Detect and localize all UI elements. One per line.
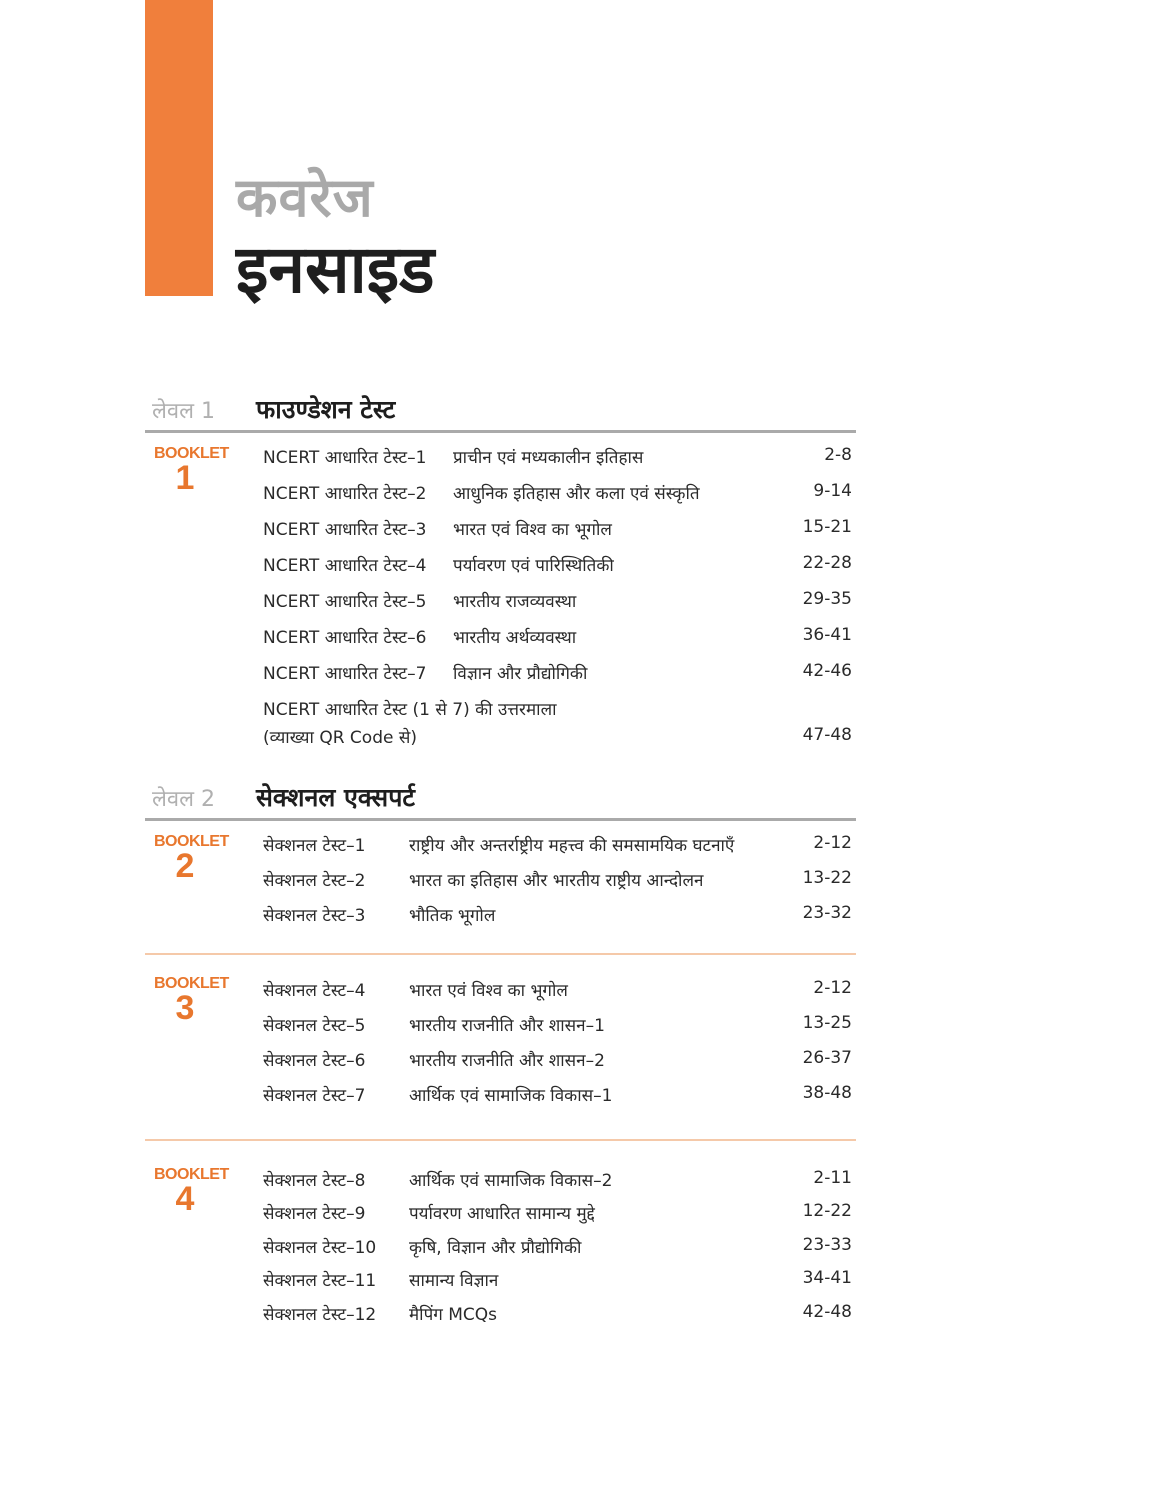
test-name: सेक्शनल टेस्ट–4 [263,981,366,1001]
test-name: NCERT आधारित टेस्ट–1 [263,448,427,468]
page-range: 47-48 [802,725,852,745]
page-range: 26-37 [802,1048,852,1068]
test-name: सेक्शनल टेस्ट–12 [263,1305,377,1325]
page-title-sub: कवरेज [236,166,374,229]
booklet-word: BOOKLET [154,975,229,992]
test-name: सेक्शनल टेस्ट–11 [263,1271,377,1291]
level-2-divider [145,818,856,821]
page-title: इनसाइड [236,231,435,308]
page-range: 34-41 [802,1268,852,1288]
topic: आधुनिक इतिहास और कला एवं संस्कृति [453,484,700,504]
booklet-number: 2 [175,847,195,885]
topic: भौतिक भूगोल [409,906,496,926]
answer-key-title: NCERT आधारित टेस्ट (1 से 7) की उत्तरमाला [263,700,557,720]
level-tag: लेवल 1 [152,399,216,424]
page-range: 29-35 [802,589,852,609]
page-range: 9-14 [813,481,852,501]
toc-row[interactable] [263,661,856,691]
page-range: 2-8 [824,445,852,465]
toc-row[interactable] [263,903,856,933]
page-range: 15-21 [802,517,852,537]
toc-row[interactable] [263,625,856,655]
toc-row[interactable] [263,445,856,475]
test-name: सेक्शनल टेस्ट–5 [263,1016,366,1036]
toc-row[interactable] [263,1268,856,1298]
booklet-number: 4 [175,1180,195,1218]
topic: आर्थिक एवं सामाजिक विकास–2 [409,1171,613,1191]
topic: भारत का इतिहास और भारतीय राष्ट्रीय आन्दोलन [409,871,704,891]
topic: विज्ञान और प्रौद्योगिकी [453,664,588,684]
booklet-word: BOOKLET [154,1166,229,1183]
page-range: 2-11 [813,1168,852,1188]
level-name: फाउण्डेशन टेस्ट [256,395,396,424]
topic: मैपिंग MCQs [409,1305,497,1325]
page-range: 12-22 [802,1201,852,1221]
topic: भारत एवं विश्व का भूगोल [453,520,612,540]
level-1-heading [152,392,856,432]
page-range: 23-32 [802,903,852,923]
page-range: 38-48 [802,1083,852,1103]
booklet-word: BOOKLET [154,445,229,462]
test-name: सेक्शनल टेस्ट–7 [263,1086,366,1106]
page-range: 23-33 [802,1235,852,1255]
page-range: 42-46 [802,661,852,681]
toc-row[interactable] [263,1235,856,1265]
topic: प्राचीन एवं मध्यकालीन इतिहास [453,448,644,468]
orange-accent-bar [145,0,213,296]
toc-row[interactable] [263,978,856,1008]
toc-row[interactable] [263,1013,856,1043]
booklet-label [154,1166,229,1218]
page-range: 42-48 [802,1302,852,1322]
level-name: सेक्शनल एक्सपर्ट [256,783,416,812]
topic: भारत एवं विश्व का भूगोल [409,981,568,1001]
test-name: सेक्शनल टेस्ट–1 [263,836,366,856]
page-range: 13-22 [802,868,852,888]
test-name: NCERT आधारित टेस्ट–4 [263,556,427,576]
booklet-divider [145,1139,856,1141]
topic: कृषि, विज्ञान और प्रौद्योगिकी [409,1238,582,1258]
test-name: सेक्शनल टेस्ट–3 [263,906,366,926]
toc-row[interactable] [263,1168,856,1198]
level-tag: लेवल 2 [152,787,216,812]
booklet-divider [145,953,856,955]
booklet-label [154,833,229,885]
topic: भारतीय राजनीति और शासन–2 [409,1051,605,1071]
test-name: NCERT आधारित टेस्ट–2 [263,484,427,504]
toc-row[interactable] [263,1201,856,1231]
topic: पर्यावरण एवं पारिस्थितिकी [453,556,614,576]
toc-row[interactable] [263,517,856,547]
toc-row-answer-key[interactable] [263,697,856,727]
toc-row[interactable] [263,833,856,863]
topic: भारतीय अर्थव्यवस्था [453,628,577,648]
toc-row[interactable] [263,589,856,619]
toc-row[interactable] [263,481,856,511]
toc-row[interactable] [263,1302,856,1332]
toc-row[interactable] [263,553,856,583]
topic: आर्थिक एवं सामाजिक विकास–1 [409,1086,613,1106]
test-name: NCERT आधारित टेस्ट–5 [263,592,427,612]
test-name: सेक्शनल टेस्ट–9 [263,1204,366,1224]
test-name: सेक्शनल टेस्ट–8 [263,1171,366,1191]
test-name: सेक्शनल टेस्ट–2 [263,871,366,891]
test-name: NCERT आधारित टेस्ट–3 [263,520,427,540]
test-name: NCERT आधारित टेस्ट–6 [263,628,427,648]
page-range: 2-12 [813,978,852,998]
toc-row[interactable] [263,1083,856,1113]
topic: राष्ट्रीय और अन्तर्राष्ट्रीय महत्त्व की समसामयिक घटनाएँ [409,836,735,856]
level-2-heading [152,780,856,820]
test-name: सेक्शनल टेस्ट–10 [263,1238,377,1258]
booklet-number: 3 [175,989,195,1027]
test-name: NCERT आधारित टेस्ट–7 [263,664,427,684]
booklet-label [154,445,229,497]
topic: पर्यावरण आधारित सामान्य मुद्दे [409,1204,595,1224]
topic: भारतीय राजनीति और शासन–1 [409,1016,605,1036]
toc-row[interactable] [263,868,856,898]
booklet-word: BOOKLET [154,833,229,850]
page-range: 22-28 [802,553,852,573]
topic: सामान्य विज्ञान [409,1271,499,1291]
answer-key-note: (व्याख्या QR Code से) [263,728,417,748]
test-name: सेक्शनल टेस्ट–6 [263,1051,366,1071]
page-range: 36-41 [802,625,852,645]
level-1-divider [145,430,856,433]
toc-row[interactable] [263,1048,856,1078]
toc-row-answer-key-sub[interactable] [263,725,856,755]
page-range: 2-12 [813,833,852,853]
booklet-number: 1 [175,459,195,497]
topic: भारतीय राजव्यवस्था [453,592,577,612]
booklet-label [154,975,229,1027]
page-range: 13-25 [802,1013,852,1033]
